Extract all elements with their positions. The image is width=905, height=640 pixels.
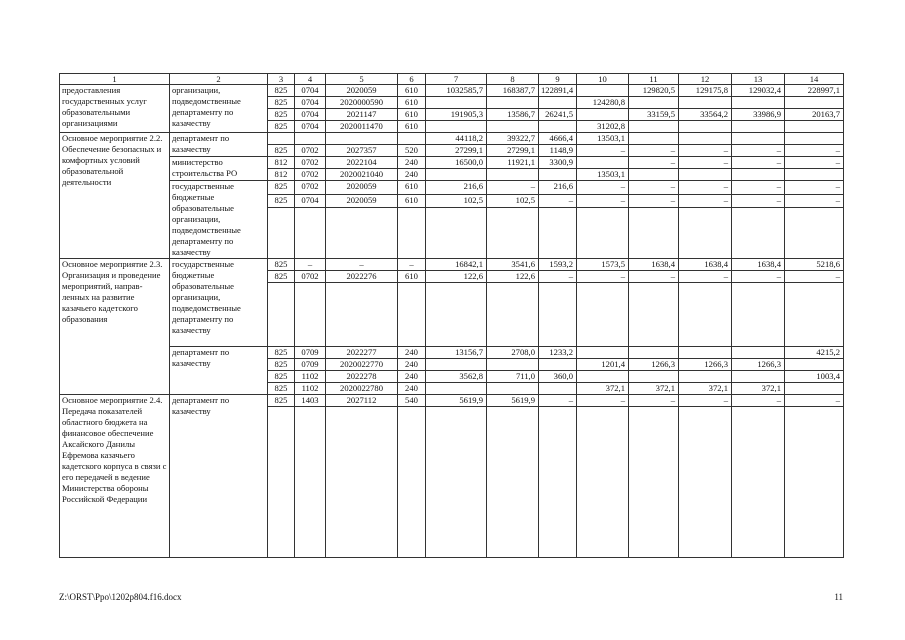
cell-col-11: 372,1 bbox=[629, 383, 679, 395]
cell-col-11 bbox=[629, 121, 679, 133]
empty-cell bbox=[629, 283, 679, 347]
cell-col-4 bbox=[295, 133, 326, 145]
cell-col-3: 825 bbox=[268, 259, 295, 271]
cell-col-6: 610 bbox=[398, 109, 426, 121]
cell-col-12 bbox=[679, 371, 732, 383]
column-number-9: 9 bbox=[539, 74, 577, 85]
cell-col-12 bbox=[679, 133, 732, 145]
cell-col-7 bbox=[426, 121, 487, 133]
cell-col-9: 122891,4 bbox=[539, 85, 577, 97]
cell-col-4: 0702 bbox=[295, 271, 326, 283]
column-number-11: 11 bbox=[629, 74, 679, 85]
cell-col-6: 610 bbox=[398, 271, 426, 283]
header-row bbox=[60, 74, 844, 85]
cell-col-8: – bbox=[487, 181, 539, 195]
cell-col-9: 3300,9 bbox=[539, 157, 577, 169]
empty-cell bbox=[268, 283, 295, 347]
cell-col-7 bbox=[426, 97, 487, 109]
cell-col-10: 1201,4 bbox=[577, 359, 629, 371]
empty-cell bbox=[679, 407, 732, 558]
column-number-4: 4 bbox=[295, 74, 326, 85]
cell-col-11 bbox=[629, 133, 679, 145]
empty-cell bbox=[426, 208, 487, 259]
cell-col-3: 825 bbox=[268, 85, 295, 97]
cell-col-4: 0702 bbox=[295, 181, 326, 195]
cell-col-7: 1032585,7 bbox=[426, 85, 487, 97]
cell-col-5: 2020022780 bbox=[326, 383, 398, 395]
cell-col-12: – bbox=[679, 181, 732, 195]
cell-col-10: – bbox=[577, 395, 629, 407]
cell-col-3: 825 bbox=[268, 271, 295, 283]
empty-cell bbox=[679, 208, 732, 259]
table-row bbox=[60, 157, 844, 169]
cell-col-11: – bbox=[629, 145, 679, 157]
empty-cell bbox=[577, 283, 629, 347]
cell-col-3: 825 bbox=[268, 194, 295, 208]
cell-col-13: 1638,4 bbox=[732, 259, 785, 271]
empty-cell bbox=[398, 283, 426, 347]
empty-cell bbox=[268, 407, 295, 558]
column-number-8: 8 bbox=[487, 74, 539, 85]
executor-name: организации, подведомственные департаменту по казачеству bbox=[170, 85, 268, 133]
cell-col-8: 122,6 bbox=[487, 271, 539, 283]
cell-col-3: 825 bbox=[268, 109, 295, 121]
cell-col-7: 5619,9 bbox=[426, 395, 487, 407]
cell-col-6: 540 bbox=[398, 395, 426, 407]
empty-cell bbox=[629, 407, 679, 558]
empty-cell bbox=[426, 283, 487, 347]
cell-col-11: 1638,4 bbox=[629, 259, 679, 271]
executor-name: департамент по казачеству bbox=[170, 347, 268, 395]
cell-col-5: 2022276 bbox=[326, 271, 398, 283]
cell-col-8: 3541,6 bbox=[487, 259, 539, 271]
cell-col-5: 2020000590 bbox=[326, 97, 398, 109]
cell-col-6: – bbox=[398, 259, 426, 271]
cell-col-10 bbox=[577, 347, 629, 359]
cell-col-9: – bbox=[539, 194, 577, 208]
cell-col-14: 20163,7 bbox=[785, 109, 844, 121]
cell-col-9 bbox=[539, 383, 577, 395]
empty-cell bbox=[629, 208, 679, 259]
measure-name: Основное мероприятие 2.2. Обеспечение безопасных и комфортных условий образовательной деятельности bbox=[60, 133, 170, 259]
cell-col-8: 13586,7 bbox=[487, 109, 539, 121]
empty-cell bbox=[732, 283, 785, 347]
cell-col-4: 0704 bbox=[295, 85, 326, 97]
cell-col-12: – bbox=[679, 271, 732, 283]
cell-col-10 bbox=[577, 157, 629, 169]
cell-col-14: 4215,2 bbox=[785, 347, 844, 359]
cell-col-14 bbox=[785, 383, 844, 395]
cell-col-13 bbox=[732, 169, 785, 181]
cell-col-10: – bbox=[577, 181, 629, 195]
cell-col-11: – bbox=[629, 271, 679, 283]
cell-col-13: – bbox=[732, 145, 785, 157]
cell-col-6: 240 bbox=[398, 347, 426, 359]
empty-cell bbox=[487, 208, 539, 259]
cell-col-5: 2020022770 bbox=[326, 359, 398, 371]
cell-col-7: 102,5 bbox=[426, 194, 487, 208]
column-number-7: 7 bbox=[426, 74, 487, 85]
cell-col-13: – bbox=[732, 157, 785, 169]
cell-col-6: 240 bbox=[398, 383, 426, 395]
cell-col-7: 122,6 bbox=[426, 271, 487, 283]
empty-cell bbox=[487, 407, 539, 558]
cell-col-12: 372,1 bbox=[679, 383, 732, 395]
cell-col-8: 102,5 bbox=[487, 194, 539, 208]
empty-cell bbox=[326, 208, 398, 259]
empty-cell bbox=[785, 407, 844, 558]
cell-col-11: 129820,5 bbox=[629, 85, 679, 97]
cell-col-6: 520 bbox=[398, 145, 426, 157]
cell-col-7: 16500,0 bbox=[426, 157, 487, 169]
cell-col-10: – bbox=[577, 194, 629, 208]
cell-col-3: 812 bbox=[268, 169, 295, 181]
column-number-13: 13 bbox=[732, 74, 785, 85]
empty-cell bbox=[426, 407, 487, 558]
cell-col-9: 4666,4 bbox=[539, 133, 577, 145]
cell-col-5: 2021147 bbox=[326, 109, 398, 121]
cell-col-9 bbox=[539, 97, 577, 109]
cell-col-14: 5218,6 bbox=[785, 259, 844, 271]
cell-col-4: 0709 bbox=[295, 347, 326, 359]
cell-col-9: 26241,5 bbox=[539, 109, 577, 121]
executor-name: министерство строительства РО bbox=[170, 157, 268, 181]
table-row bbox=[60, 133, 844, 145]
cell-col-6: 610 bbox=[398, 121, 426, 133]
cell-col-9: – bbox=[539, 395, 577, 407]
cell-col-13: 372,1 bbox=[732, 383, 785, 395]
empty-cell bbox=[295, 208, 326, 259]
cell-col-3: 825 bbox=[268, 145, 295, 157]
cell-col-12 bbox=[679, 169, 732, 181]
column-number-1: 1 bbox=[60, 74, 170, 85]
cell-col-13: 1266,3 bbox=[732, 359, 785, 371]
cell-col-4: 0704 bbox=[295, 121, 326, 133]
cell-col-13: – bbox=[732, 181, 785, 195]
cell-col-12: 1638,4 bbox=[679, 259, 732, 271]
column-number-5: 5 bbox=[326, 74, 398, 85]
executor-name: департамент по казачеству bbox=[170, 133, 268, 157]
cell-col-13 bbox=[732, 133, 785, 145]
cell-col-5: 2027357 bbox=[326, 145, 398, 157]
cell-col-8: 168387,7 bbox=[487, 85, 539, 97]
empty-cell bbox=[295, 283, 326, 347]
cell-col-7: 191905,3 bbox=[426, 109, 487, 121]
measure-name: Основное мероприятие 2.4. Передача показателей областного бюджета на финансовое обеспечение Аксайского Данилы Ефремова казачьего кадетского корпуса в связи с его передачей в ведение Министерства обороны Российской Федерации bbox=[60, 395, 170, 558]
empty-cell bbox=[539, 407, 577, 558]
cell-col-12: – bbox=[679, 395, 732, 407]
cell-col-10 bbox=[577, 85, 629, 97]
cell-col-9: 1233,2 bbox=[539, 347, 577, 359]
cell-col-11 bbox=[629, 169, 679, 181]
cell-col-9: 1148,9 bbox=[539, 145, 577, 157]
empty-cell bbox=[785, 208, 844, 259]
cell-col-14 bbox=[785, 359, 844, 371]
cell-col-6: 610 bbox=[398, 97, 426, 109]
cell-col-11: – bbox=[629, 157, 679, 169]
cell-col-13: 129032,4 bbox=[732, 85, 785, 97]
cell-col-4: 0709 bbox=[295, 359, 326, 371]
cell-col-9: 1593,2 bbox=[539, 259, 577, 271]
cell-col-10 bbox=[577, 371, 629, 383]
cell-col-14 bbox=[785, 97, 844, 109]
column-number-3: 3 bbox=[268, 74, 295, 85]
column-number-12: 12 bbox=[679, 74, 732, 85]
table-row bbox=[60, 181, 844, 195]
budget-table bbox=[59, 73, 844, 558]
cell-col-7 bbox=[426, 383, 487, 395]
cell-col-7: 27299,1 bbox=[426, 145, 487, 157]
cell-col-14 bbox=[785, 169, 844, 181]
cell-col-12 bbox=[679, 347, 732, 359]
cell-col-10: 13503,1 bbox=[577, 169, 629, 181]
cell-col-13 bbox=[732, 347, 785, 359]
cell-col-14: – bbox=[785, 157, 844, 169]
cell-col-5: 2020021040 bbox=[326, 169, 398, 181]
empty-cell bbox=[398, 407, 426, 558]
cell-col-14: – bbox=[785, 271, 844, 283]
cell-col-13: – bbox=[732, 395, 785, 407]
empty-cell bbox=[577, 208, 629, 259]
cell-col-5: 2020059 bbox=[326, 194, 398, 208]
cell-col-3: 825 bbox=[268, 347, 295, 359]
cell-col-9 bbox=[539, 121, 577, 133]
cell-col-4: 0704 bbox=[295, 109, 326, 121]
cell-col-12: – bbox=[679, 157, 732, 169]
cell-col-8: 39322,7 bbox=[487, 133, 539, 145]
empty-cell bbox=[785, 283, 844, 347]
cell-col-14 bbox=[785, 133, 844, 145]
table-row bbox=[60, 347, 844, 359]
cell-col-11: – bbox=[629, 181, 679, 195]
cell-col-5: 2022104 bbox=[326, 157, 398, 169]
cell-col-5: 2020059 bbox=[326, 181, 398, 195]
executor-name: государственные бюджетные образовательные организации, подведомственные департаменту по казачеству bbox=[170, 259, 268, 347]
cell-col-5: – bbox=[326, 259, 398, 271]
cell-col-3: 825 bbox=[268, 395, 295, 407]
empty-cell bbox=[326, 407, 398, 558]
cell-col-14: – bbox=[785, 145, 844, 157]
cell-col-7: 44118,2 bbox=[426, 133, 487, 145]
cell-col-5: 2020011470 bbox=[326, 121, 398, 133]
column-number-14: 14 bbox=[785, 74, 844, 85]
page-number: 11 bbox=[834, 592, 843, 602]
empty-cell bbox=[732, 208, 785, 259]
cell-col-6: 240 bbox=[398, 169, 426, 181]
cell-col-10: 124280,8 bbox=[577, 97, 629, 109]
cell-col-12: 33564,2 bbox=[679, 109, 732, 121]
cell-col-11 bbox=[629, 371, 679, 383]
empty-cell bbox=[487, 283, 539, 347]
empty-cell bbox=[679, 283, 732, 347]
empty-cell bbox=[398, 208, 426, 259]
executor-name: государственные бюджетные образовательные организации, подведомственные департаменту по казачеству bbox=[170, 181, 268, 259]
table-row bbox=[60, 395, 844, 407]
cell-col-12: – bbox=[679, 145, 732, 157]
cell-col-13 bbox=[732, 371, 785, 383]
cell-col-12 bbox=[679, 121, 732, 133]
file-path: Z:\ORST\Ppo\1202p804.f16.docx bbox=[59, 592, 182, 602]
cell-col-12: – bbox=[679, 194, 732, 208]
cell-col-10: 372,1 bbox=[577, 383, 629, 395]
cell-col-8: 27299,1 bbox=[487, 145, 539, 157]
column-number-6: 6 bbox=[398, 74, 426, 85]
cell-col-3: 825 bbox=[268, 181, 295, 195]
cell-col-13: 33986,9 bbox=[732, 109, 785, 121]
column-number-2: 2 bbox=[170, 74, 268, 85]
table-row bbox=[60, 259, 844, 271]
cell-col-11: – bbox=[629, 194, 679, 208]
cell-col-4: 0702 bbox=[295, 157, 326, 169]
empty-cell bbox=[326, 283, 398, 347]
cell-col-5: 2022277 bbox=[326, 347, 398, 359]
cell-col-6: 240 bbox=[398, 157, 426, 169]
cell-col-11: 1266,3 bbox=[629, 359, 679, 371]
measure-name: предоставления государственных услуг образовательными организациями bbox=[60, 85, 170, 133]
empty-cell bbox=[539, 208, 577, 259]
cell-col-11: 33159,5 bbox=[629, 109, 679, 121]
table-row bbox=[60, 85, 844, 97]
cell-col-6: 610 bbox=[398, 194, 426, 208]
cell-col-7 bbox=[426, 359, 487, 371]
cell-col-14 bbox=[785, 121, 844, 133]
cell-col-5 bbox=[326, 133, 398, 145]
cell-col-4: – bbox=[295, 259, 326, 271]
cell-col-4: 0704 bbox=[295, 97, 326, 109]
cell-col-10: – bbox=[577, 271, 629, 283]
cell-col-9: 360,0 bbox=[539, 371, 577, 383]
measure-name: Основное мероприятие 2.3. Организация и проведение мероприятий, направ-ленных на развитие казачьего кадетского образования bbox=[60, 259, 170, 395]
cell-col-4: 0702 bbox=[295, 169, 326, 181]
cell-col-7 bbox=[426, 169, 487, 181]
cell-col-11: – bbox=[629, 395, 679, 407]
cell-col-6: 610 bbox=[398, 181, 426, 195]
cell-col-14: – bbox=[785, 194, 844, 208]
cell-col-9: 216,6 bbox=[539, 181, 577, 195]
cell-col-4: 1403 bbox=[295, 395, 326, 407]
cell-col-4: 0704 bbox=[295, 194, 326, 208]
empty-cell bbox=[577, 407, 629, 558]
cell-col-5: 2022278 bbox=[326, 371, 398, 383]
cell-col-9 bbox=[539, 169, 577, 181]
cell-col-3: 825 bbox=[268, 383, 295, 395]
cell-col-10: 1573,5 bbox=[577, 259, 629, 271]
cell-col-5: 2020059 bbox=[326, 85, 398, 97]
cell-col-3: 825 bbox=[268, 371, 295, 383]
cell-col-13 bbox=[732, 121, 785, 133]
cell-col-8: 5619,9 bbox=[487, 395, 539, 407]
cell-col-12 bbox=[679, 97, 732, 109]
cell-col-10: 31202,8 bbox=[577, 121, 629, 133]
cell-col-10 bbox=[577, 109, 629, 121]
cell-col-7: 16842,1 bbox=[426, 259, 487, 271]
cell-col-12: 129175,8 bbox=[679, 85, 732, 97]
cell-col-9 bbox=[539, 359, 577, 371]
cell-col-3 bbox=[268, 133, 295, 145]
cell-col-8: 11921,1 bbox=[487, 157, 539, 169]
cell-col-6 bbox=[398, 133, 426, 145]
cell-col-8 bbox=[487, 97, 539, 109]
empty-cell bbox=[295, 407, 326, 558]
cell-col-10: 13503,1 bbox=[577, 133, 629, 145]
empty-cell bbox=[268, 208, 295, 259]
cell-col-13 bbox=[732, 97, 785, 109]
cell-col-8 bbox=[487, 169, 539, 181]
cell-col-13: – bbox=[732, 271, 785, 283]
cell-col-8: 2708,0 bbox=[487, 347, 539, 359]
cell-col-3: 825 bbox=[268, 359, 295, 371]
cell-col-6: 240 bbox=[398, 371, 426, 383]
cell-col-7: 13156,7 bbox=[426, 347, 487, 359]
cell-col-3: 825 bbox=[268, 97, 295, 109]
cell-col-14: 1003,4 bbox=[785, 371, 844, 383]
cell-col-11 bbox=[629, 97, 679, 109]
cell-col-3: 825 bbox=[268, 121, 295, 133]
cell-col-9: – bbox=[539, 271, 577, 283]
cell-col-6: 610 bbox=[398, 85, 426, 97]
cell-col-14: – bbox=[785, 395, 844, 407]
cell-col-8 bbox=[487, 383, 539, 395]
cell-col-10: – bbox=[577, 145, 629, 157]
empty-cell bbox=[732, 407, 785, 558]
cell-col-8 bbox=[487, 359, 539, 371]
cell-col-11 bbox=[629, 347, 679, 359]
cell-col-7: 3562,8 bbox=[426, 371, 487, 383]
cell-col-8: 711,0 bbox=[487, 371, 539, 383]
executor-name: департамент по казачеству bbox=[170, 395, 268, 558]
cell-col-4: 1102 bbox=[295, 371, 326, 383]
cell-col-14: – bbox=[785, 181, 844, 195]
cell-col-7: 216,6 bbox=[426, 181, 487, 195]
cell-col-8 bbox=[487, 121, 539, 133]
column-number-10: 10 bbox=[577, 74, 629, 85]
cell-col-3: 812 bbox=[268, 157, 295, 169]
cell-col-12: 1266,3 bbox=[679, 359, 732, 371]
cell-col-14: 228997,1 bbox=[785, 85, 844, 97]
cell-col-4: 1102 bbox=[295, 383, 326, 395]
cell-col-4: 0702 bbox=[295, 145, 326, 157]
empty-cell bbox=[539, 283, 577, 347]
cell-col-13: – bbox=[732, 194, 785, 208]
cell-col-5: 2027112 bbox=[326, 395, 398, 407]
cell-col-6: 240 bbox=[398, 359, 426, 371]
